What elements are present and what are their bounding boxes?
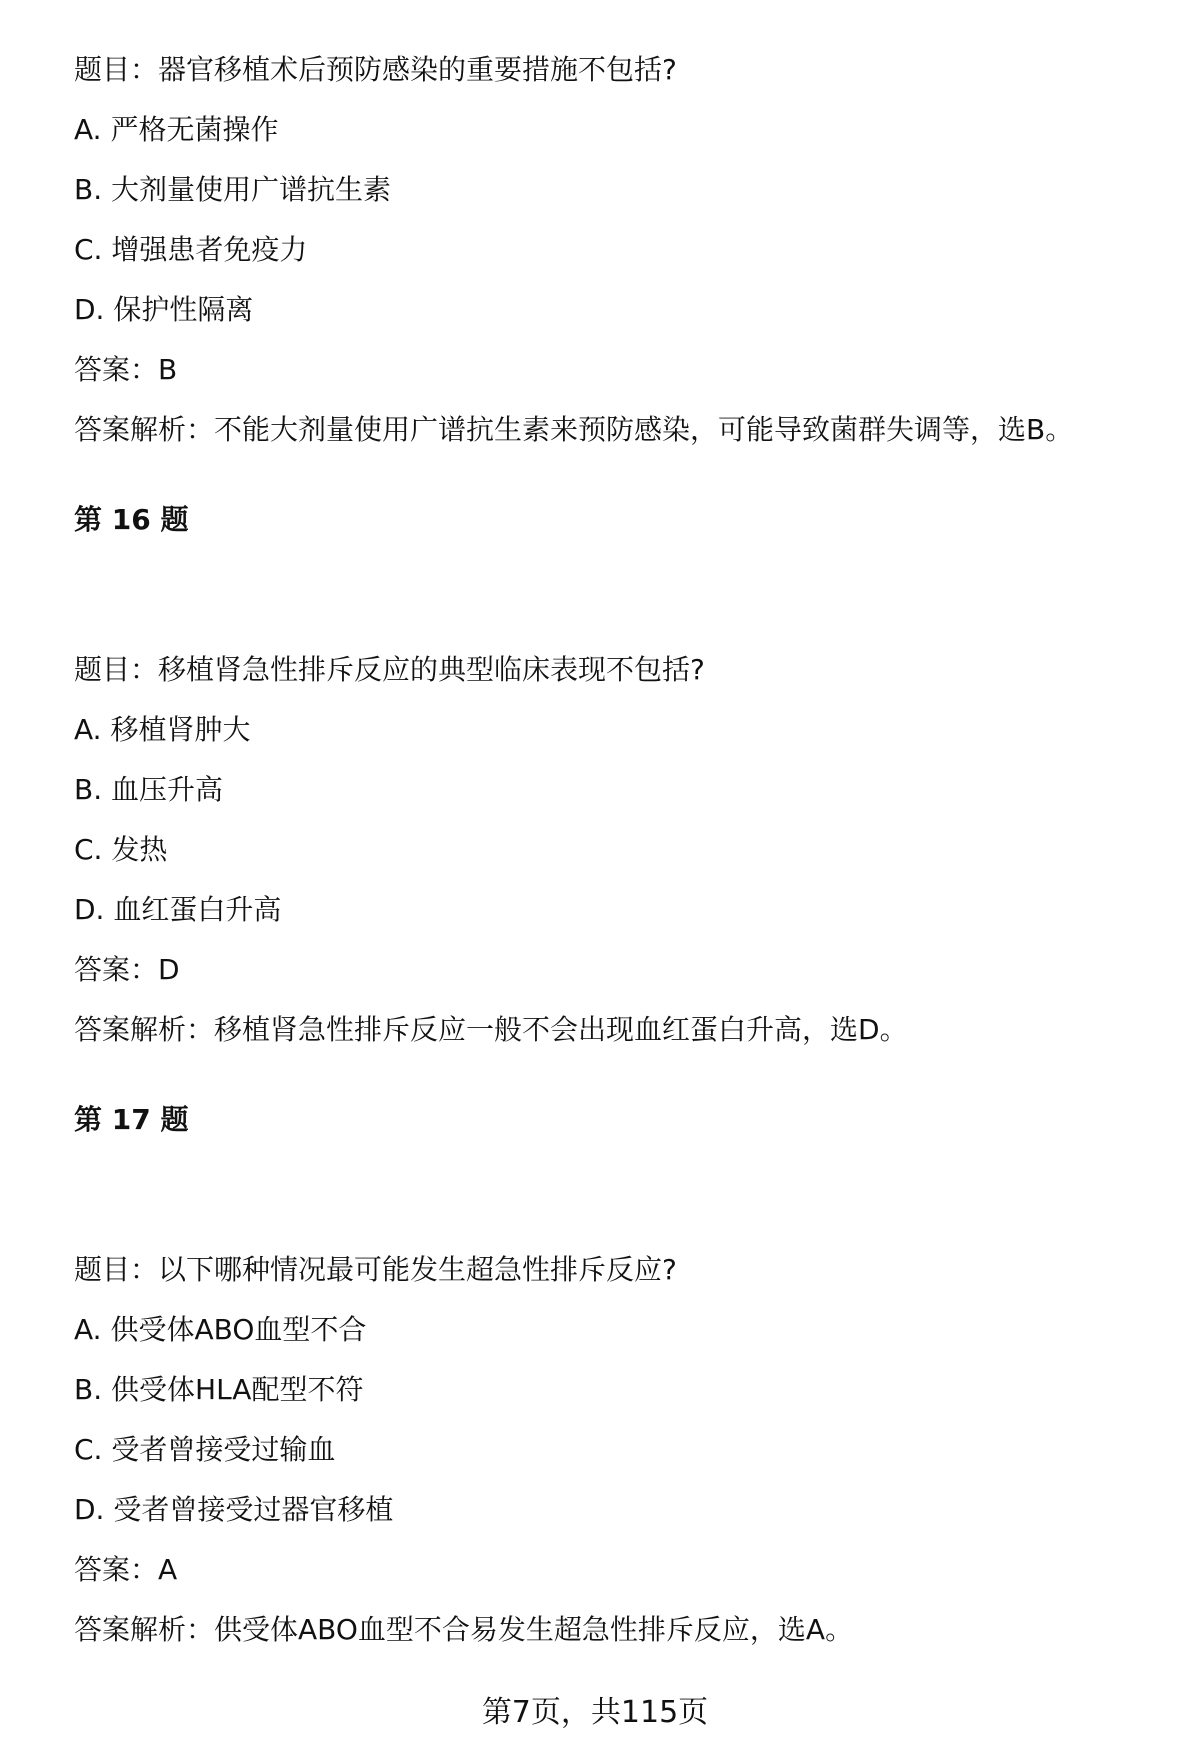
q16-stem: 题目：移植肾急性排斥反应的典型临床表现不包括?	[74, 653, 705, 686]
q16-option-d: D. 血红蛋白升高	[74, 893, 282, 926]
page-number: 第7页，共115页	[481, 1695, 709, 1730]
q17-analysis: 答案解析：供受体ABO血型不合易发生超急性排斥反应，选A。	[74, 1613, 854, 1646]
q17-stem: 题目：以下哪种情况最可能发生超急性排斥反应?	[74, 1253, 677, 1286]
q15-option-c: C. 增强患者免疫力	[74, 233, 308, 266]
q16-analysis: 答案解析：移植肾急性排斥反应一般不会出现血红蛋白升高，选D。	[74, 1013, 908, 1046]
q15-answer: 答案：B	[74, 353, 178, 386]
q17-heading: 第 17 题	[74, 1103, 189, 1136]
q16-option-a: A. 移植肾肿大	[74, 713, 251, 746]
q16-option-c: C. 发热	[74, 833, 168, 866]
q17-option-d: D. 受者曾接受过器官移植	[74, 1493, 394, 1526]
q15-option-b: B. 大剂量使用广谱抗生素	[74, 173, 392, 206]
q16-heading: 第 16 题	[74, 503, 189, 536]
q16-option-b: B. 血压升高	[74, 773, 224, 806]
q17-option-c: C. 受者曾接受过输血	[74, 1433, 336, 1466]
q17-option-b: B. 供受体HLA配型不符	[74, 1373, 364, 1406]
q15-analysis: 答案解析：不能大剂量使用广谱抗生素来预防感染，可能导致菌群失调等，选B。	[74, 413, 1074, 446]
q17-option-a: A. 供受体ABO血型不合	[74, 1313, 367, 1346]
q15-stem: 题目：器官移植术后预防感染的重要措施不包括?	[74, 53, 677, 86]
q16-answer: 答案：D	[74, 953, 180, 986]
q15-option-a: A. 严格无菌操作	[74, 113, 279, 146]
q15-option-d: D. 保护性隔离	[74, 293, 254, 326]
q17-answer: 答案：A	[74, 1553, 178, 1586]
